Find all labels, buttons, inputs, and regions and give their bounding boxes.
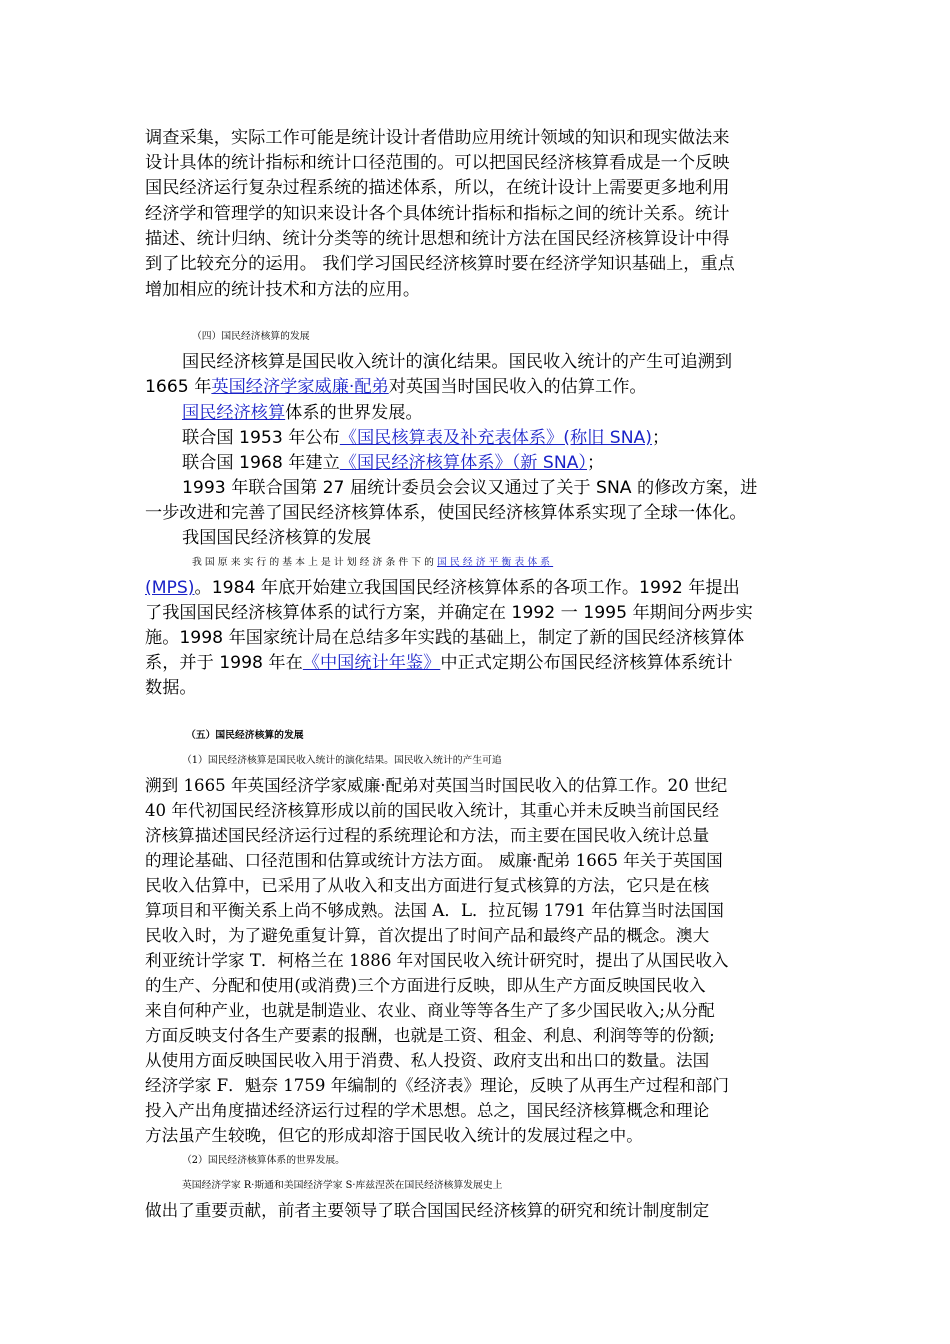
section5-line: 做出了重要贡献，前者主要领导了联合国国民经济核算的研究和统计制度制定	[145, 1201, 710, 1220]
section5-line: （1）国民经济核算是国民收入统计的演化结果。国民收入统计的产生可追	[182, 755, 502, 766]
section5-line: 民收入时，为了避免重复计算，首次提出了时间产品和最终产品的概念。澳大	[145, 926, 710, 945]
link-mps-abbrev[interactable]: (MPS)	[145, 578, 195, 598]
section4-p7-line6: 数据。	[145, 678, 197, 698]
section5-line: 经济学家 F．魁奈 1759 年编制的《经济表》理论，反映了从再生产过程和部门	[145, 1076, 729, 1095]
section5-line: 来自何种产业，也就是制造业、农业、商业等等各生产了多少国民收入;从分配	[145, 1001, 715, 1020]
section5-line: 溯到 1665 年英国经济学家威廉·配弟对英国当时国民收入的估算工作。20 世纪	[145, 776, 728, 795]
link-william-petty[interactable]: 英国经济学家威廉·配弟	[211, 377, 389, 397]
section4-p3	[182, 428, 807, 448]
section5-line: 利亚统计学家 T．柯格兰在 1886 年对国民收入统计研究时，提出了从国民收入	[145, 951, 729, 970]
link-new-sna[interactable]: 《国民经济核算体系》（新 SNA）	[339, 453, 588, 473]
section5-line: 方面反映支付各生产要素的报酬，也就是工资、租金、利息、利润等等的份额;	[145, 1026, 715, 1045]
section5-line: 从使用方面反映国民收入用于消费、私人投资、政府支出和出口的数量。法国	[145, 1051, 710, 1070]
section5-line: 投入产出角度描述经济运行过程的学术思想。总之，国民经济核算概念和理论	[145, 1101, 710, 1120]
section4-p5-line1: 1993 年联合国第 27 届统计委员会会议又通过了关于 SNA 的修改方案，进	[182, 478, 758, 498]
text-span: 对英国当时国民收入的估算工作。	[388, 377, 647, 397]
section5-line: 40 年代初国民经济核算形成以前的国民收入统计，其重心并未反映当前国民经	[145, 801, 719, 820]
intro-line: 到了比较充分的运用。 我们学习国民经济核算时要在经济学知识基础上，重点	[145, 254, 735, 274]
section5-line: （2）国民经济核算体系的世界发展。	[182, 1155, 345, 1166]
section4-p6: 我国国民经济核算的发展	[182, 528, 372, 548]
text-span: 联合国 1968 年建立	[182, 453, 340, 473]
section5-line: 方法虽产生较晚，但它的形成却溶于国民收入统计的发展过程之中。	[145, 1126, 643, 1145]
link-old-sna[interactable]: 《国民核算表及补充表体系》(称旧 SNA)	[339, 428, 653, 448]
section5-line: 济核算描述国民经济运行过程的系统理论和方法，而主要在国民收入统计总量	[145, 826, 710, 845]
section4-p2	[182, 403, 807, 423]
link-mps[interactable]: 国民经济平衡表体系	[437, 557, 554, 568]
section4-p4	[182, 453, 807, 473]
section4-p7-line5	[145, 653, 807, 673]
section4-p1-line1: 国民经济核算是国民收入统计的演化结果。国民收入统计的产生可追溯到	[182, 352, 733, 372]
text-span: ；	[652, 428, 670, 448]
section4-p1-line2	[145, 377, 807, 397]
section5-heading: （五）国民经济核算的发展	[186, 730, 304, 741]
section5-line: 英国经济学家 R·斯通和美国经济学家 S·库兹涅茨在国民经济核算发展史上	[182, 1180, 503, 1191]
section5-line: 算项目和平衡关系上尚不够成熟。法国 A．L．拉瓦锡 1791 年估算当时法国国	[145, 901, 724, 920]
intro-line: 经济学和管理学的知识来设计各个具体统计指标和指标之间的统计关系。统计	[145, 204, 730, 224]
text-span: 我国原来实行的基本上是计划经济条件下的	[192, 557, 438, 568]
text-span: 系，并于 1998 年在	[145, 653, 303, 673]
text-span: 1665 年	[145, 377, 212, 397]
section5-line: 民收入估算中，已采用了从收入和支出方面进行复式核算的方法，它只是在核	[145, 876, 710, 895]
section4-p7-line1	[192, 553, 854, 573]
section4-p7-line4: 施。1998 年国家统计局在总结多年实践的基础上，制定了新的国民经济核算体	[145, 628, 745, 648]
text-span: 。1984 年底开始建立我国国民经济核算体系的各项工作。1992 年提出	[194, 578, 740, 598]
section4-p7-line3: 了我国国民经济核算体系的试行方案，并确定在 1992 一 1995 年期间分两步实	[145, 603, 753, 623]
section4-p7-line2	[145, 578, 807, 598]
text-span: 中正式定期公布国民经济核算体系统计	[440, 653, 733, 673]
link-national-accounts[interactable]: 国民经济核算	[182, 403, 286, 423]
intro-line: 设计具体的统计指标和统计口径范围的。可以把国民经济核算看成是一个反映	[145, 153, 730, 173]
text-span: 联合国 1953 年公布	[182, 428, 340, 448]
section4-heading: （四）国民经济核算的发展	[192, 331, 310, 342]
section5-line: 的生产、分配和使用(或消费)三个方面进行反映，即从生产方面反映国民收入	[145, 976, 706, 995]
link-statistical-yearbook[interactable]: 《中国统计年鉴》	[302, 653, 441, 673]
intro-line: 描述、统计归纳、统计分类等的统计思想和统计方法在国民经济核算设计中得	[145, 229, 730, 249]
text-span: ；	[587, 453, 605, 473]
intro-line: 调查采集，实际工作可能是统计设计者借助应用统计领域的知识和现实做法来	[145, 128, 730, 148]
intro-line: 国民经济运行复杂过程系统的描述体系，所以，在统计设计上需要更多地利用	[145, 178, 730, 198]
text-span: 体系的世界发展。	[285, 403, 423, 423]
intro-line: 增加相应的统计技术和方法的应用。	[145, 280, 421, 300]
section4-p5-line2: 一步改进和完善了国民经济核算体系，使国民经济核算体系实现了全球一体化。	[145, 503, 747, 523]
section5-line: 的理论基础、口径范围和估算或统计方法方面。 威廉·配弟 1665 年关于英国国	[145, 851, 723, 870]
